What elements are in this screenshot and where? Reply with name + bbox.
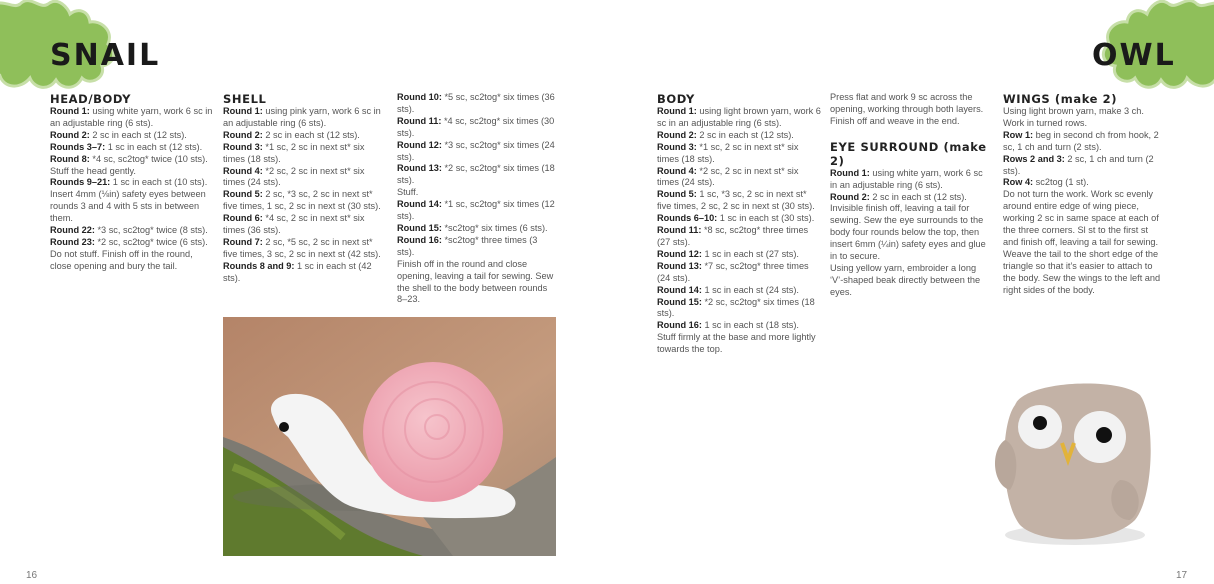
instruction-line	[1003, 130, 1163, 154]
instruction-line	[223, 106, 383, 130]
section-heading: WINGS (make 2)	[1003, 92, 1118, 106]
round-label: Round 23:	[50, 236, 95, 247]
instruction-line	[1003, 106, 1163, 130]
snail-photo	[223, 317, 556, 556]
instruction-text: *sc2tog* three times (3 sts).	[397, 234, 538, 257]
round-label: Round 8:	[50, 153, 90, 164]
instruction-line	[657, 189, 822, 213]
round-label: Round 16:	[657, 320, 702, 331]
instruction-line	[657, 213, 822, 225]
instruction-text: Do not turn the work. Work sc evenly around entire edge of wing piece, working 2 sc in same space at each of the three corners. Sl st to the first st and finish off, leaving a tail for sewing. Weave the tail to the short edge of the triangle so that it’s easier to attach to the body. Sew the wings to the left and right sides of the body.	[1003, 189, 1161, 295]
instruction-line	[50, 237, 215, 249]
round-label: Round 3:	[223, 141, 263, 152]
right-page	[607, 0, 1214, 584]
instruction-line	[223, 142, 383, 166]
round-label: Round 1:	[223, 106, 263, 116]
page-title-snail: SNAIL	[50, 38, 161, 73]
round-label: Row 4:	[1003, 177, 1034, 188]
instruction-line	[50, 249, 215, 273]
instruction-text: 1 sc in each st (12 sts).	[105, 141, 203, 152]
instruction-text: *4 sc, sc2tog* twice (10 sts).	[89, 153, 208, 164]
instruction-line	[657, 285, 822, 297]
instruction-text: using white yarn, work 6 sc in an adjustable ring (6 sts).	[50, 106, 213, 128]
head-body-section	[50, 92, 215, 273]
round-label: Round 22:	[50, 225, 95, 236]
instruction-text: *3 sc, sc2tog* twice (8 sts).	[94, 225, 208, 236]
instruction-text: 1 sc in each st (18 sts).	[701, 320, 799, 331]
instruction-line	[830, 203, 990, 263]
instruction-line	[657, 106, 822, 130]
instruction-text: 2 sc, *3 sc, 2 sc in next st* five times, 1 sc, 2 sc in next st (30 sts).	[223, 189, 381, 212]
instruction-line	[397, 199, 557, 223]
instruction-line	[397, 223, 557, 235]
instruction-line	[397, 140, 557, 164]
instructions-list	[830, 168, 990, 299]
instruction-line	[657, 130, 822, 142]
page-title-owl: OWL	[1092, 38, 1176, 73]
round-label: Rounds 8 and 9:	[223, 260, 295, 271]
instructions-list	[50, 106, 215, 273]
instruction-line	[830, 192, 990, 204]
instruction-text: *1 sc, sc2tog* six times (12 sts).	[397, 199, 555, 222]
body-section	[657, 92, 822, 356]
instruction-text: 1 sc, *3 sc, 2 sc in next st* five times, 2 sc, 2 sc in next st (30 sts).	[657, 189, 815, 212]
round-label: Round 1:	[657, 106, 697, 116]
instruction-line	[50, 177, 215, 189]
section-heading: BODY	[657, 92, 695, 106]
instruction-text: using light brown yarn, work 6 sc in an adjustable ring (6 sts).	[657, 106, 821, 128]
round-label: Row 1:	[1003, 129, 1034, 140]
instruction-line	[223, 213, 383, 237]
instruction-text: Do not stuff. Finish off in the round, close opening and bury the tail.	[50, 248, 193, 271]
round-label: Round 5:	[657, 189, 697, 200]
instruction-line	[50, 142, 215, 154]
instruction-text: using pink yarn, work 6 sc in an adjustable ring (6 sts).	[223, 106, 381, 128]
instruction-text: 1 sc in each st (24 sts).	[701, 284, 799, 295]
instruction-text: sc2tog (1 st).	[1033, 177, 1089, 188]
instructions-list	[657, 106, 822, 356]
round-label: Round 14:	[397, 199, 442, 210]
instruction-text: 1 sc in each st (42 sts).	[223, 260, 372, 283]
round-label: Round 2:	[657, 129, 697, 140]
instruction-text: 1 sc in each st (10 sts).	[110, 177, 208, 188]
instruction-text: 2 sc in each st (12 sts).	[696, 129, 794, 140]
round-label: Rounds 9–21:	[50, 177, 111, 188]
instruction-line	[657, 320, 822, 332]
instruction-text: *2 sc, sc2tog* twice (6 sts).	[94, 236, 208, 247]
instruction-text: *8 sc, sc2tog* three times (27 sts).	[657, 225, 809, 247]
instruction-line	[223, 237, 383, 261]
instruction-text: 2 sc in each st (12 sts).	[262, 129, 360, 140]
round-label: Round 4:	[657, 165, 697, 176]
instruction-line	[50, 189, 215, 225]
instruction-line	[50, 225, 215, 237]
instruction-line	[657, 225, 822, 249]
shell-continued-section	[397, 92, 557, 306]
round-label: Round 10:	[397, 92, 442, 102]
instruction-text: 2 sc in each st (12 sts).	[89, 129, 187, 140]
instruction-text: *7 sc, sc2tog* three times (24 sts).	[657, 260, 809, 283]
instruction-text: *2 sc, sc2tog* six times (18 sts).	[657, 296, 815, 319]
instruction-line	[657, 297, 822, 321]
instruction-text: Stuff.	[397, 187, 419, 198]
instruction-text: *2 sc, sc2tog* six times (18 sts).	[397, 163, 555, 186]
round-label: Rounds 6–10:	[657, 213, 718, 224]
instruction-line	[1003, 177, 1163, 189]
page-number-right: 17	[1176, 570, 1188, 581]
section-heading: SHELL	[223, 92, 267, 106]
press-flat-intro: Press flat and work 9 sc across the opening, working through both layers. Finish off and weave in the end.	[830, 92, 984, 126]
instruction-line	[50, 130, 215, 142]
instruction-text: Stuff the head gently.	[50, 165, 136, 176]
round-label: Round 1:	[830, 167, 870, 178]
instruction-text: Stuff firmly at the base and more lightly towards the top.	[657, 332, 816, 355]
shell-section	[223, 92, 383, 285]
round-label: Round 2:	[830, 191, 870, 202]
instruction-line	[830, 263, 990, 299]
wings-section	[1003, 92, 1163, 297]
round-label: Round 15:	[397, 222, 442, 233]
round-label: Round 13:	[657, 260, 702, 271]
round-label: Round 4:	[223, 165, 263, 176]
instruction-text: using white yarn, work 6 sc in an adjustable ring (6 sts).	[830, 167, 983, 190]
instruction-text: *3 sc, sc2tog* six times (24 sts).	[397, 139, 555, 162]
instruction-text: *2 sc, 2 sc in next st* six times (24 sts).	[223, 165, 365, 188]
instruction-text: *4 sc, 2 sc in next st* six times (36 sts).	[223, 213, 365, 236]
round-label: Round 6:	[223, 213, 263, 224]
instructions-list	[397, 92, 557, 306]
instruction-line	[397, 116, 557, 140]
instruction-line	[657, 332, 822, 356]
round-label: Round 5:	[223, 189, 263, 200]
instructions-list	[223, 106, 383, 285]
round-label: Round 12:	[657, 248, 702, 259]
round-label: Round 3:	[657, 141, 697, 152]
instruction-text: Finish off in the round and close opening, leaving a tail for sewing. Sew the shell to the body between rounds 8–23.	[397, 258, 554, 305]
round-label: Rows 2 and 3:	[1003, 153, 1065, 164]
instruction-text: 2 sc in each st (12 sts).	[869, 191, 967, 202]
section-heading: EYE SURROUND (make 2)	[830, 139, 987, 168]
instruction-text: *1 sc, 2 sc in next st* six times (18 sts).	[223, 141, 365, 164]
instruction-line	[830, 168, 990, 192]
instruction-line	[50, 166, 215, 178]
page-number-left: 16	[26, 570, 38, 581]
instruction-text: *2 sc, 2 sc in next st* six times (24 sts).	[657, 165, 799, 188]
instruction-text: *sc2tog* six times (6 sts).	[441, 222, 548, 233]
instruction-text: *5 sc, sc2tog* six times (36 sts).	[397, 92, 555, 114]
round-label: Round 14:	[657, 284, 702, 295]
instruction-text: 2 sc, *5 sc, 2 sc in next st* five times, 3 sc, 2 sc in next st (42 sts).	[223, 236, 381, 259]
instruction-text: Insert 4mm (⅛in) safety eyes between rounds 3 and 4 with 5 sts in between them.	[50, 189, 206, 224]
round-label: Round 16:	[397, 234, 442, 245]
eye-surround-section	[830, 92, 990, 299]
round-label: Round 13:	[397, 163, 442, 174]
instruction-line	[397, 235, 557, 259]
round-label: Round 12:	[397, 139, 442, 150]
section-heading: HEAD/BODY	[50, 92, 132, 106]
round-label: Round 11:	[657, 225, 702, 236]
instruction-line	[1003, 189, 1163, 296]
instruction-line	[657, 166, 822, 190]
instruction-line	[223, 130, 383, 142]
instruction-text: beg in second ch from hook, 2 sc, 1 ch and turn (2 sts).	[1003, 129, 1159, 152]
instruction-line	[223, 261, 383, 285]
round-label: Round 2:	[50, 129, 90, 140]
instruction-text: 1 sc in each st (27 sts).	[701, 248, 799, 259]
instruction-line	[50, 106, 215, 130]
instruction-line	[1003, 154, 1163, 178]
round-label: Round 1:	[50, 106, 90, 116]
instruction-text: 2 sc, 1 ch and turn (2 sts).	[1003, 153, 1154, 176]
instruction-line	[223, 166, 383, 190]
instruction-line	[397, 187, 557, 199]
instruction-text: Using yellow yarn, embroider a long ‘V’-shaped beak directly between the eyes.	[830, 262, 981, 297]
instruction-text: *4 sc, sc2tog* six times (30 sts).	[397, 115, 555, 138]
instruction-line	[223, 189, 383, 213]
instructions-list	[1003, 106, 1163, 297]
instruction-line	[657, 249, 822, 261]
instruction-text: 1 sc in each st (30 sts).	[717, 213, 815, 224]
owl-photo	[970, 365, 1170, 555]
instruction-line	[397, 163, 557, 187]
round-label: Round 7:	[223, 236, 263, 247]
instruction-line	[657, 142, 822, 166]
round-label: Rounds 3–7:	[50, 141, 106, 152]
instruction-line	[657, 261, 822, 285]
round-label: Round 15:	[657, 296, 702, 307]
instruction-text: Using light brown yarn, make 3 ch. Work in turned rows.	[1003, 106, 1144, 128]
instruction-line	[397, 92, 557, 116]
round-label: Round 2:	[223, 129, 263, 140]
round-label: Round 11:	[397, 115, 442, 126]
instruction-text: Invisible finish off, leaving a tail for sewing. Sew the eye surrounds to the body four rounds below the top, then insert 6mm (¼in) safety eyes and glue in to secure.	[830, 203, 986, 262]
instruction-line	[397, 259, 557, 307]
instruction-text: *1 sc, 2 sc in next st* six times (18 sts).	[657, 141, 799, 164]
instruction-line	[50, 154, 215, 166]
